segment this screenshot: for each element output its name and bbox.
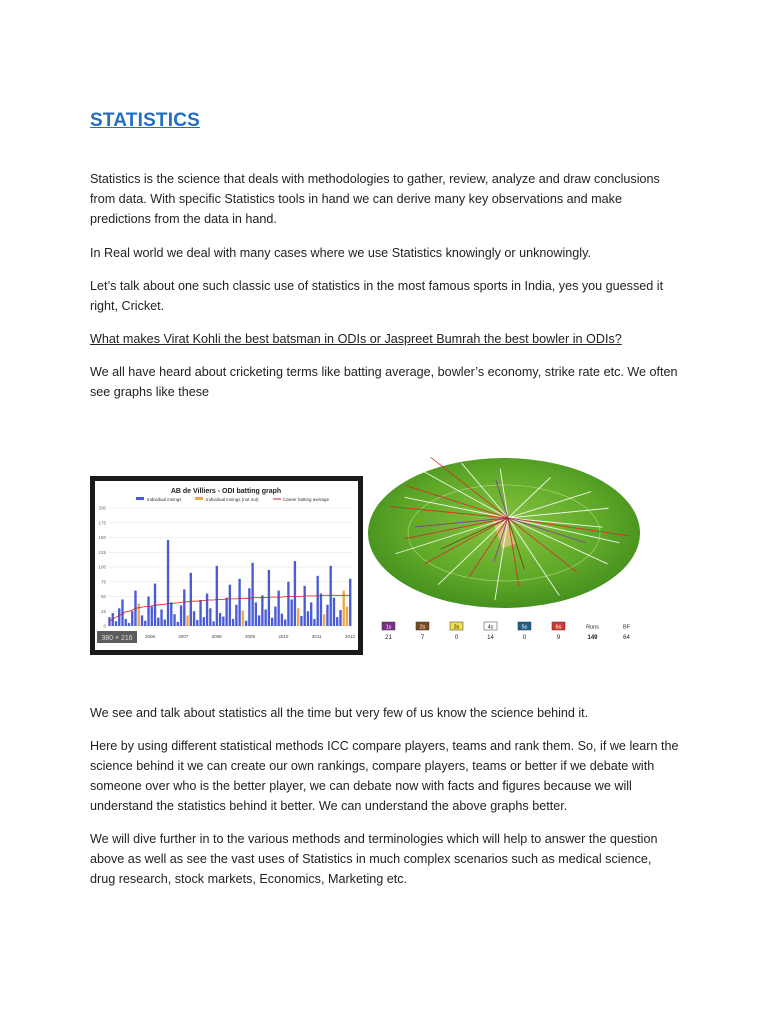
column-header: 5s <box>521 624 528 631</box>
bar-innings <box>203 617 205 626</box>
x-tick-label: 2007 <box>178 634 189 639</box>
bar-not-out <box>343 591 345 626</box>
bar-not-out <box>346 607 348 626</box>
bar-innings <box>199 600 201 626</box>
y-tick-label: 25 <box>100 608 106 614</box>
bar-not-out <box>323 614 325 626</box>
bar-innings <box>219 613 221 626</box>
bar-innings <box>209 608 211 626</box>
paragraph-question: What makes Virat Kohli the best batsman in ODIs or Jaspreet Bumrah the best bowler in ODIs? <box>90 332 622 346</box>
bar-innings <box>121 599 123 626</box>
column-value: 21 <box>385 635 392 641</box>
bar-innings <box>255 602 257 626</box>
bar-innings <box>245 621 247 626</box>
bar-innings <box>131 611 133 626</box>
bar-innings <box>160 609 162 626</box>
bar-innings <box>147 597 149 627</box>
bar-innings <box>284 620 286 626</box>
bar-innings <box>170 602 172 626</box>
y-tick-label: 125 <box>98 549 106 555</box>
bar-innings <box>151 607 153 626</box>
bar-innings <box>317 576 319 626</box>
column-header: 1s <box>385 624 392 631</box>
bar-innings <box>304 586 306 626</box>
paragraph-real-world: In Real world we deal with many cases where we use Statistics knowingly or unknowingly. <box>90 246 591 260</box>
bar-innings <box>248 588 250 626</box>
bar-innings <box>128 623 130 626</box>
paragraph-cricket: Let’s talk about one such classic use of statistics in the most famous sports in India, yes you guessed it right, Cricket. <box>90 279 664 313</box>
wagon-wheel-chart <box>366 455 646 650</box>
x-tick-label: 2011 <box>311 634 322 639</box>
bar-innings <box>193 611 195 626</box>
column-value: 64 <box>623 635 630 641</box>
bar-innings <box>268 570 270 626</box>
chart-legend <box>136 497 330 502</box>
column-header: 3s <box>453 624 460 631</box>
legend-label-not-out: Individual innings (not out) <box>206 497 259 502</box>
bar-innings <box>222 617 224 626</box>
y-tick-label: 0 <box>103 623 106 629</box>
bar-innings <box>310 602 312 626</box>
y-tick-label: 100 <box>98 564 106 570</box>
bar-innings <box>164 620 166 626</box>
bar-not-out <box>186 615 188 626</box>
paragraph-science: We see and talk about statistics all the time but very few of us know the science behind it. <box>90 706 589 720</box>
wagon-wheel-figure <box>366 455 646 650</box>
bar-innings <box>206 594 208 626</box>
y-tick-label: 150 <box>98 535 106 540</box>
bar-innings <box>229 585 231 626</box>
bar-innings <box>154 584 156 626</box>
x-tick-label: 2010 <box>278 634 289 639</box>
bar-innings <box>294 561 296 626</box>
bar-innings <box>281 614 283 626</box>
bar-innings <box>290 599 292 626</box>
bar-innings <box>118 608 120 626</box>
bar-innings <box>196 620 198 626</box>
bar-innings <box>216 566 218 626</box>
x-tick-label: 2006 <box>144 634 156 639</box>
paragraph-icc: Here by using different statistical methods ICC compare players, teams and rank them. So, if we learn the science behind it we can create our own rankings, compare players, teams or better if we debate with someone over who is the better player, we can debate now with facts and figures because we will understand the statistics behind it better. We can understand the above graphs better. <box>90 739 679 813</box>
column-value: 0 <box>454 635 459 641</box>
bar-innings <box>225 598 227 626</box>
y-tick-label: 200 <box>98 505 106 511</box>
bar-innings <box>125 619 127 626</box>
column-header: Runs <box>586 624 599 631</box>
paragraph-terms: We all have heard about cricketing terms like batting average, bowler’s economy, strike rate etc. We often see graphs like these <box>90 365 678 399</box>
bar-innings <box>141 615 143 626</box>
bar-innings <box>330 566 332 626</box>
bar-innings <box>144 621 146 626</box>
bar-innings <box>339 610 341 626</box>
page-title: STATISTICS <box>90 110 201 131</box>
chart-title: AB de Villiers - ODI batting graph <box>170 488 282 495</box>
size-watermark: 380 × 216 <box>101 635 133 642</box>
bar-innings <box>157 618 159 626</box>
bar-innings <box>333 598 335 626</box>
column-value: 149 <box>587 635 598 641</box>
legend-swatch-not-out <box>195 497 203 500</box>
batting-graph-figure <box>90 476 363 655</box>
column-header: 4s <box>487 624 494 631</box>
bar-innings <box>238 579 240 626</box>
bar-innings <box>274 607 276 626</box>
bar-not-out <box>138 604 140 626</box>
bar-innings <box>277 591 279 626</box>
bar-innings <box>258 615 260 626</box>
batting-graph-chart <box>90 476 363 655</box>
bar-not-out <box>297 608 299 626</box>
x-tick-label: 2008 <box>211 634 222 639</box>
bar-innings <box>320 594 322 626</box>
bar-innings <box>287 582 289 626</box>
bar-innings <box>180 605 182 626</box>
y-tick-label: 75 <box>100 579 106 585</box>
bar-innings <box>336 617 338 626</box>
bar-innings <box>183 589 185 626</box>
column-header: 6s <box>555 624 562 631</box>
bar-innings <box>212 621 214 626</box>
x-tick-label: 2009 <box>244 634 256 639</box>
column-value: 7 <box>420 635 425 641</box>
bar-innings <box>190 573 192 626</box>
bar-innings <box>115 621 117 626</box>
bar-innings <box>349 579 351 626</box>
bar-innings <box>261 595 263 626</box>
y-tick-label: 50 <box>100 594 106 599</box>
bar-innings <box>108 617 110 626</box>
paragraph-intro: Statistics is the science that deals with methodologies to gather, review, analyze and draw conclusions from data. With specific Statistics tools in hand we can derive many key observations and make predictions from the data in hand. <box>90 172 660 226</box>
bar-not-out <box>242 611 244 626</box>
bar-innings <box>251 563 253 626</box>
column-value: 9 <box>556 635 561 641</box>
legend-label-innings: Individual innings <box>147 497 182 502</box>
bar-innings <box>264 609 266 626</box>
column-header: 2s <box>419 624 426 631</box>
legend-swatch-innings <box>136 497 144 500</box>
column-header: BF <box>622 624 631 631</box>
bar-innings <box>173 614 175 626</box>
column-value: 0 <box>522 635 527 641</box>
bar-innings <box>313 619 315 626</box>
y-tick-label: 175 <box>98 520 106 526</box>
bar-innings <box>167 540 169 626</box>
bar-innings <box>326 605 328 626</box>
bar-innings <box>307 611 309 626</box>
bar-innings <box>177 622 179 626</box>
legend-label-average: Career batting average <box>283 497 330 502</box>
bar-innings <box>271 618 273 626</box>
bar-innings <box>232 619 234 626</box>
scoring-summary-table <box>382 622 631 641</box>
column-value: 14 <box>487 635 494 641</box>
bar-innings <box>300 616 302 626</box>
bar-innings <box>235 605 237 626</box>
paragraph-dive-further: We will dive further in to the various methods and terminologies which will help to answer the question above as well as see the vast uses of Statistics in much complex scenarios such as medical science, drug research, stock markets, Economics, Marketing etc. <box>90 832 658 886</box>
x-tick-label: 2012 <box>344 634 356 639</box>
